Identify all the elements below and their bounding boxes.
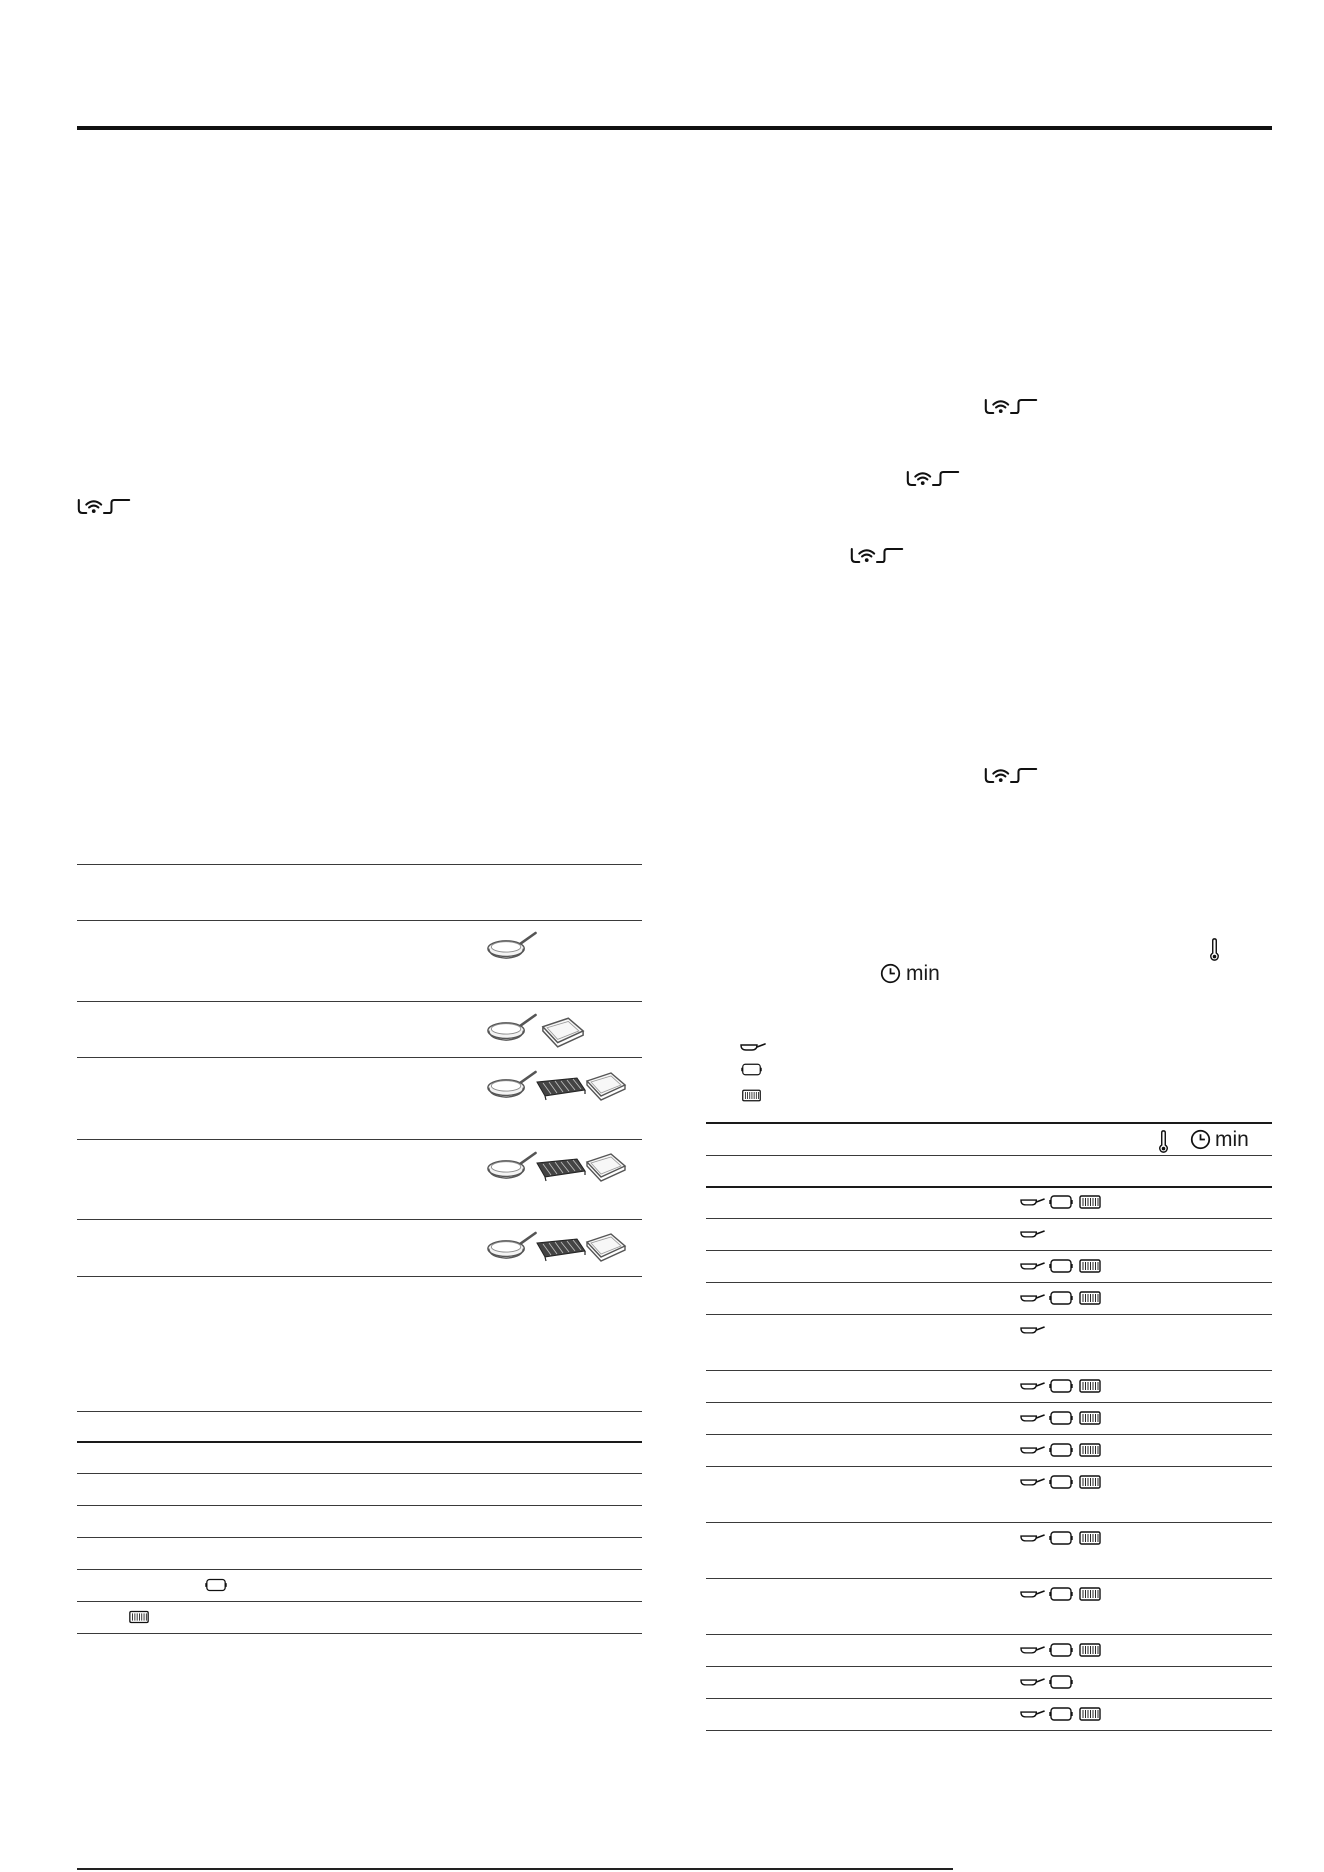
wireless-pan-sensor-icon: [983, 765, 1039, 786]
grill-plate-icon: [1078, 1442, 1102, 1458]
griddle-plate-icon: [1049, 1706, 1073, 1722]
grill-plate-icon: [741, 1088, 762, 1103]
top-rule: [77, 126, 1272, 130]
frying-pan-icon: [1020, 1325, 1045, 1335]
teppan-tray-icon: [583, 1230, 629, 1264]
grill-plate-icon: [1078, 1642, 1102, 1658]
frying-pan-icon: [1020, 1413, 1045, 1423]
bottom-rule: [77, 1868, 953, 1870]
thermometer-icon: [1209, 938, 1220, 961]
frying-pan-icon: [1020, 1477, 1045, 1487]
teppan-tray-icon: [538, 1014, 588, 1050]
frying-pan-icon: [1020, 1229, 1045, 1239]
frying-pan-icon: [487, 1070, 539, 1100]
griddle-plate-icon: [1049, 1290, 1073, 1306]
frying-pan-icon: [1020, 1261, 1045, 1271]
grill-plate-icon: [533, 1153, 587, 1183]
teppan-tray-icon: [583, 1150, 629, 1184]
wireless-pan-sensor-icon: [849, 545, 905, 566]
frying-pan-icon: [1020, 1197, 1045, 1207]
griddle-plate-icon: [1049, 1642, 1073, 1658]
griddle-plate-icon: [1049, 1674, 1073, 1690]
grill-plate-icon: [533, 1233, 587, 1263]
griddle-plate-icon: [1049, 1530, 1073, 1546]
frying-pan-icon: [1020, 1589, 1045, 1599]
frying-pan-icon: [1020, 1445, 1045, 1455]
grill-plate-icon: [1078, 1474, 1102, 1490]
frying-pan-icon: [740, 1042, 766, 1052]
clock-icon: [1190, 1129, 1211, 1150]
griddle-plate-icon: [1049, 1474, 1073, 1490]
grill-plate-icon: [1078, 1706, 1102, 1722]
grill-plate-icon: [1078, 1586, 1102, 1602]
min-label: min: [906, 962, 940, 985]
frying-pan-icon: [1020, 1645, 1045, 1655]
frying-pan-icon: [1020, 1677, 1045, 1687]
clock-icon: [880, 963, 901, 984]
grill-plate-icon: [1078, 1530, 1102, 1546]
grill-plate-icon: [1078, 1378, 1102, 1394]
frying-pan-icon: [1020, 1533, 1045, 1543]
frying-pan-icon: [487, 931, 539, 961]
frying-pan-icon: [487, 1231, 539, 1261]
teppan-tray-icon: [583, 1069, 629, 1103]
frying-pan-icon: [1020, 1709, 1045, 1719]
grill-plate-icon: [1078, 1410, 1102, 1426]
grill-plate-icon: [1078, 1258, 1102, 1274]
frying-pan-icon: [1020, 1381, 1045, 1391]
frying-pan-icon: [487, 1013, 539, 1043]
griddle-plate-icon: [205, 1577, 227, 1593]
griddle-plate-icon: [1049, 1410, 1073, 1426]
grill-plate-icon: [1078, 1194, 1102, 1210]
grill-plate-icon: [1078, 1290, 1102, 1306]
frying-pan-icon: [1020, 1293, 1045, 1303]
wireless-pan-sensor-icon: [905, 468, 961, 489]
griddle-plate-icon: [1049, 1586, 1073, 1602]
griddle-plate-icon: [1049, 1442, 1073, 1458]
griddle-plate-icon: [1049, 1194, 1073, 1210]
wireless-pan-sensor-icon: [76, 496, 132, 517]
wireless-pan-sensor-icon: [983, 396, 1039, 417]
griddle-plate-icon: [1049, 1258, 1073, 1274]
frying-pan-icon: [487, 1151, 539, 1181]
grill-plate-icon: [533, 1072, 587, 1102]
griddle-plate-icon: [1049, 1378, 1073, 1394]
grill-plate-icon: [128, 1609, 150, 1625]
min-label: min: [1215, 1128, 1249, 1151]
griddle-plate-icon: [741, 1062, 762, 1077]
thermometer-icon: [1158, 1130, 1169, 1153]
